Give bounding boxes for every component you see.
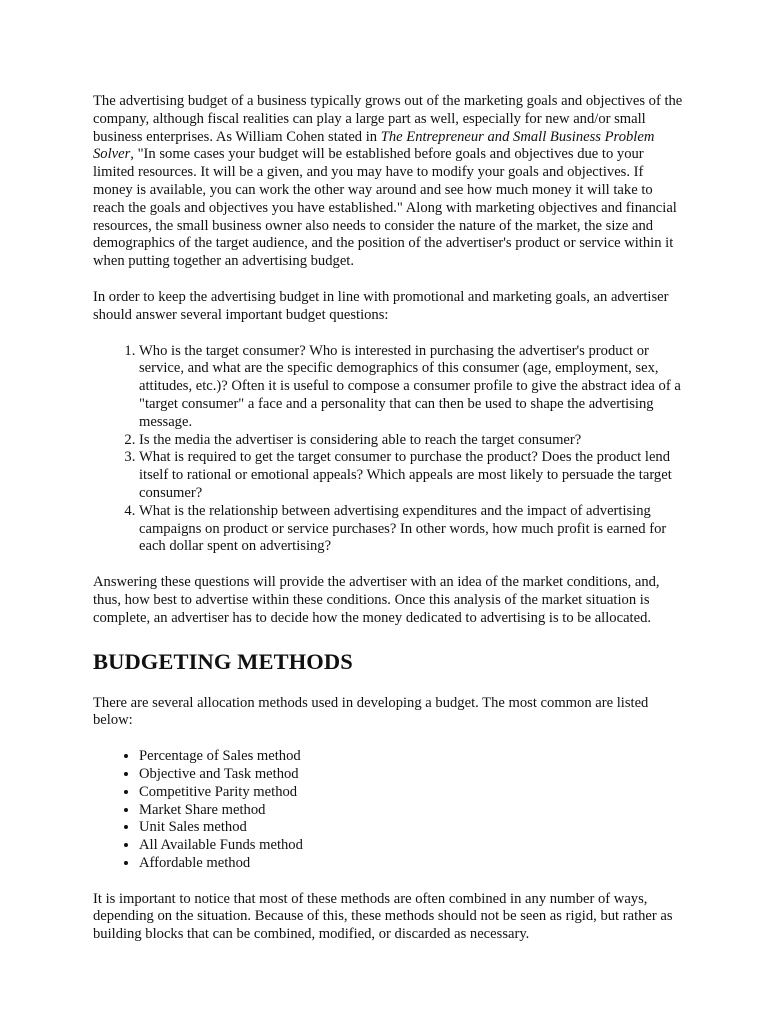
methods-intro-paragraph: There are several allocation methods used in developing a budget. The most common are listed below: — [93, 694, 649, 729]
method-item: • Market Share method — [139, 802, 683, 820]
questions-intro-paragraph: In order to keep the advertising budget in line with promotional and marketing goals, an advertiser should answer several important budget questions: — [93, 288, 669, 323]
intro-text-end: , "In some cases your budget will be established before goals and objectives due to your limited resources. It will be a given, and you may have to modify your goals and objectives. If money is available, you can work the other way around and see how much money it will take to reach the goals and objectives you have established." Along with marketing objectives and financial resources, the small business owner also needs to consider the nature of the market, the size and demographics of the target audience, and the position of the advertiser's product or service within it when putting together an advertising budget. — [93, 146, 677, 270]
method-item: • Objective and Task method — [139, 766, 683, 784]
question-item: 4. What is the relationship between advertising expenditures and the impact of advertising campaigns on product or service purchases? In other words, how much profit is earned for each dollar spent on advertising? — [139, 503, 683, 556]
section-heading: BUDGETING METHODS — [93, 648, 353, 674]
question-item: 2. Is the media the advertiser is considering able to reach the target consumer? — [139, 432, 683, 450]
document-page — [93, 93, 683, 944]
question-item: 1. Who is the target consumer? Who is interested in purchasing the advertiser's product or service, and what are the specific demographics of this consumer (age, employment, sex, attitudes, etc.)? Often it is useful to compose a consumer profile to give the abstract idea of a "target consumer" a face and a personality that can then be used to shape the advertising message. — [139, 343, 683, 432]
answer-paragraph: Answering these questions will provide the advertiser with an idea of the market conditions, and, thus, how best to advertise within these conditions. Once this analysis of the market situation is complete, an advertiser has to decide how the money dedicated to advertising is to be allocated. — [93, 574, 660, 626]
method-item: • Competitive Parity method — [139, 784, 683, 802]
intro-paragraph — [93, 93, 683, 271]
budget-questions-list — [93, 343, 683, 557]
method-item: • Affordable method — [139, 855, 683, 873]
budgeting-methods-list — [93, 748, 683, 873]
question-item: 3. What is required to get the target consumer to purchase the product? Does the product lend itself to rational or emotional appeals? Which appeals are most likely to persuade the target consumer? — [139, 449, 683, 502]
book-title: The Entrepreneur and Small Business Problem Solver — [93, 128, 655, 163]
method-item: • All Available Funds method — [139, 837, 683, 855]
method-item: • Unit Sales method — [139, 819, 683, 837]
intro-text-start: The advertising budget of a business typically grows out of the marketing goals and objectives of the company, although fiscal realities can play a large part as well, especially for new and/or small business enterprises. As William Cohen stated in — [93, 93, 683, 145]
method-item: • Percentage of Sales method — [139, 748, 683, 766]
closing-paragraph: It is important to notice that most of these methods are often combined in any number of ways, depending on the situation. Because of this, these methods should not be seen as rigid, but rather as building blocks that can be combined, modified, or discarded as necessary. — [93, 890, 673, 943]
